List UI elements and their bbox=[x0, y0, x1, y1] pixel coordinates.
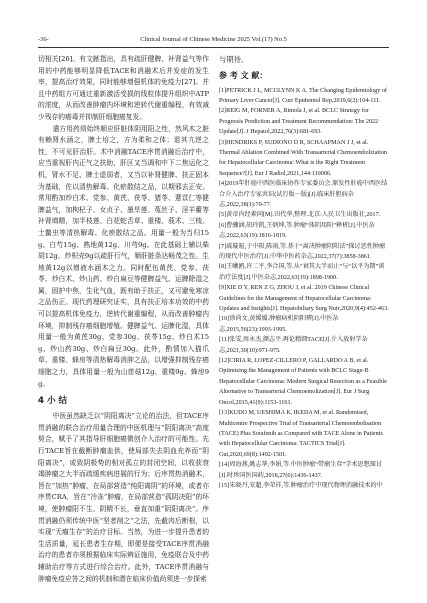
section-title: 4 小 结 bbox=[38, 396, 68, 407]
reference-item: [4]2019年肝癌中西医临床协作专家委员会.原发性肝癌中西医结合介入治疗专家共识(试行版一版)[J].临床肝胆病杂志,2022,38(1):70-77. bbox=[219, 181, 388, 208]
journal-name: Clinical Journal of Chinese Medicine 2025 Vol.(17) No.5 bbox=[140, 36, 287, 43]
reference-item: [3]HENDRIKS P, SUDIONO D R, SCHAAPMAN J J, et al. Thermal Ablation Combined With Transarterial Chemoembolization for Hepatocellular Carcinoma: What is the Right Treatment Sequence?[J]. Eur J Radiol,2021,144:110006. bbox=[219, 139, 387, 177]
left-column bbox=[38, 54, 209, 585]
reference-item: [8]王曦鸥,许二平,李合国,等.从“衰其大半而止”与“以平为期”谈治疗法度[J].中医杂志,2022,63(19):1898-1900. bbox=[219, 264, 385, 281]
reference-item: [1]PETRICK J L, MCGLYNN K A. The Changing Epidemiology of Primary Liver Cancer[J]. Curr Epidemiol Rep,2019,6(2):104-111. bbox=[219, 87, 387, 104]
reference-item: [14]周海燕,姚志华,李娟,等.中医肿瘤“带瘤生存”学术思想探讨[J].时珍国医国药,2018,27(6):1436-1437. bbox=[219, 462, 383, 479]
right-column bbox=[219, 54, 390, 491]
page-number: -36- bbox=[38, 36, 49, 43]
reference-item: [10]徐尚文,黄媛媛.肿瘤病机阴阳辨[J].中医杂志,2015,56(23):1993-1995. bbox=[219, 316, 339, 333]
reference-item: [5]黄帝内经素问[M].田代华,整理.北京:人民卫生出版社,2017. bbox=[219, 212, 381, 219]
continued-paragraph: 与期待。 bbox=[219, 55, 249, 64]
body-paragraph: 遣方用药须始终顺应肝脏体阴用阳之性，然风木之脏有赖肾水涵之，脾土培之，方为柔和之体；退其亢逆之性，不可见肝治肝。术中消融TACE序贯消融后治疗中，应当重视肝内正气之扶助，肝区又当调和中下二焦运化之机，肾水不足、脾土虚弱者，又当以补肾健脾、扶正固本为基础，佐以清热解毒、化瘀散结之品，以期邪去正安。常用酌加炒白术、党参、黄芪、茯苓、猪苓、薏苡仁等健脾益气，加枸杞子、女贞子、墨旱莲、菟丝子、淫羊藿等补肾填精，加半枝莲、白花蛇舌草、重楼、莪术、三棱、土鳖虫等清热解毒、化瘀散结之品。用量一般为当归15g、白芍15g、熟地黄12g、川芎9g。在此基础上辅以柴胡12g、炒枳壳9g以疏肝行气，顺肝脏条达畅茂之性。生地黄12g以增液水涵木之力。同时配伍黄芪、党参、茯苓、炒白术、炒山药、炒白扁豆等健脾益气、运脾除湿之属，固护中焦，生化气血，既有助于扶正，又可避免寒凉之品伤正。现代药理研究证实，具有扶正培本功效的中药可以提高机体免疫力，逆转代谢重编程，从而改善肿瘤内环境，抑制残存癌细胞增殖。健脾益气、运脾化湿，具体用量一般为黄芪30g、党参30g、茯苓15g、炒白术15g、炒山药30g、炒白扁豆30g。此外，酌情加入猫爪草、重楼、蜂房等清热解毒消肿之品，以增强抑制残存癌细胞之力，具体用量一般为山慈菇12g、重楼9g、蜂房9g。 bbox=[38, 124, 209, 388]
reference-item: [9]XIE D Y, REN Z G, ZHOU J, et al. 2019 Chinese Clinical Guidelines for the Management of Hepatocellular Carcinoma: Updates and Insights[J]. Hepatobiliary Surg Nutr,2020,9(4):452-463. bbox=[219, 285, 389, 313]
reference-item: [6]曹骤涵,胡玲凯,王炳坤,等.肿瘤“体阴用阳”释析[J].中医杂志,2022,63(19):1816-1819. bbox=[219, 222, 375, 240]
reference-item: [13]KUDO M, UESHIMA K, IKEDA M, et al. Randomised, Multicentre Prospective Trial of Transarterial Chemoembolisation (TACE) Plus Sorafenib as Compared with TACE Alone in Patients with Hepatocellular Carcinoma: TACTICS Trial[J]. Gut,2020,69(8):1492-1501. bbox=[219, 410, 383, 458]
summary-paragraph: 中医虽然缺乏以“阴阳离决”立论的治法，但TACE序贯消融的联合治疗用量合理的中医机理与“阴阳离决”高度契合，赋予了其指导肝细胞癌微创介入治疗的可能性。先行TACE旨在截断肿瘤血供，使局部失去阴血充养而“阴阳离决”，或致阴极势的相对孤立的封闭空间，以收获衰竭肿瘤之大半而疏缓疾病进展的行为；后序贯热消融术，旨在“加热”肿瘤，在局部营造“纯阳离阴”的环境，或者亦序贯CRA，旨在“冷冻”肿瘤，在局部营造“孤阴决阳”的环境，使肿瘤阳不生、阴精不长，垂直加重“阴阳离决”。序贯消融仍须传统中医“坚者削之”之法，先截肉后断根，以实现“无瘤生存”的治疗目标。当然，为进一步提升患者的生活质量，延长患者生存期，即便是接受TACE序贯消融治疗的患者亦须根据临床实际辨证施用，免疫联合及中药辅助治疗等方式进行综合治疗。此外，TACE序贯消融与肿瘤免疫应答之间的机制和潜在临床价值尚须进一步探索 bbox=[38, 412, 209, 583]
reference-item: [11]张雯,周永杰,颜志平.再论精细TACE[J].介入放射学杂志,2021,30(10):971-975. bbox=[219, 337, 368, 354]
reference-list bbox=[219, 86, 390, 492]
header-rule bbox=[38, 47, 389, 48]
reference-item: [7]戚璇暄,于中阳,陈雨,等.基于“离决肿瘤阴阳法”探讨恶性肿瘤的现代中医治疗[J].中华中医药杂志,2022,37(7):3858-3861. bbox=[219, 243, 386, 260]
reference-item: [15]朱晓丹,安超,李荣祥,等.肿瘤治疗中现代物理消融技术的中 bbox=[219, 482, 383, 489]
references-title: 参 考 文 献： bbox=[219, 70, 268, 80]
reference-item: [12]CIRIA R, LOPEZ-CILLERO P, GALLARDO A B, et al. Optimizing the Management of Patients with BCLC Stage-B Hepatocellular Carcinoma: Modern Surgical Resection as a Feasible Alternative to Transarterial Chemoemolization[J]. Eur J Surg Oncol,2015,41(9):1153-1161. bbox=[219, 358, 387, 406]
reference-item: [2]REIG M, FORNER A, Rimola J, et al. BCLC Strategy for Prognosis Prediction and Treatment Recommendation: The 2022 Update[J]. J Hepatol,2022,76(3):681-693. bbox=[219, 108, 379, 136]
body-paragraph: 切相关[26]。有文献指出，具有疏肝健脾、补肾益气等作用的中药能够明显降低TACE和消融术后并发症的发生率，提高治疗效果，同时能够增强机体的免疫力[27]。并且中药组方可通过重新激活受损的线粒体提升组织中ATP的浓度，从而改善肿瘤内环境和逆转代谢重编程，有效减少残存的癌毒并抑制肝细胞癌复发。 bbox=[38, 55, 209, 121]
running-header bbox=[38, 36, 389, 46]
